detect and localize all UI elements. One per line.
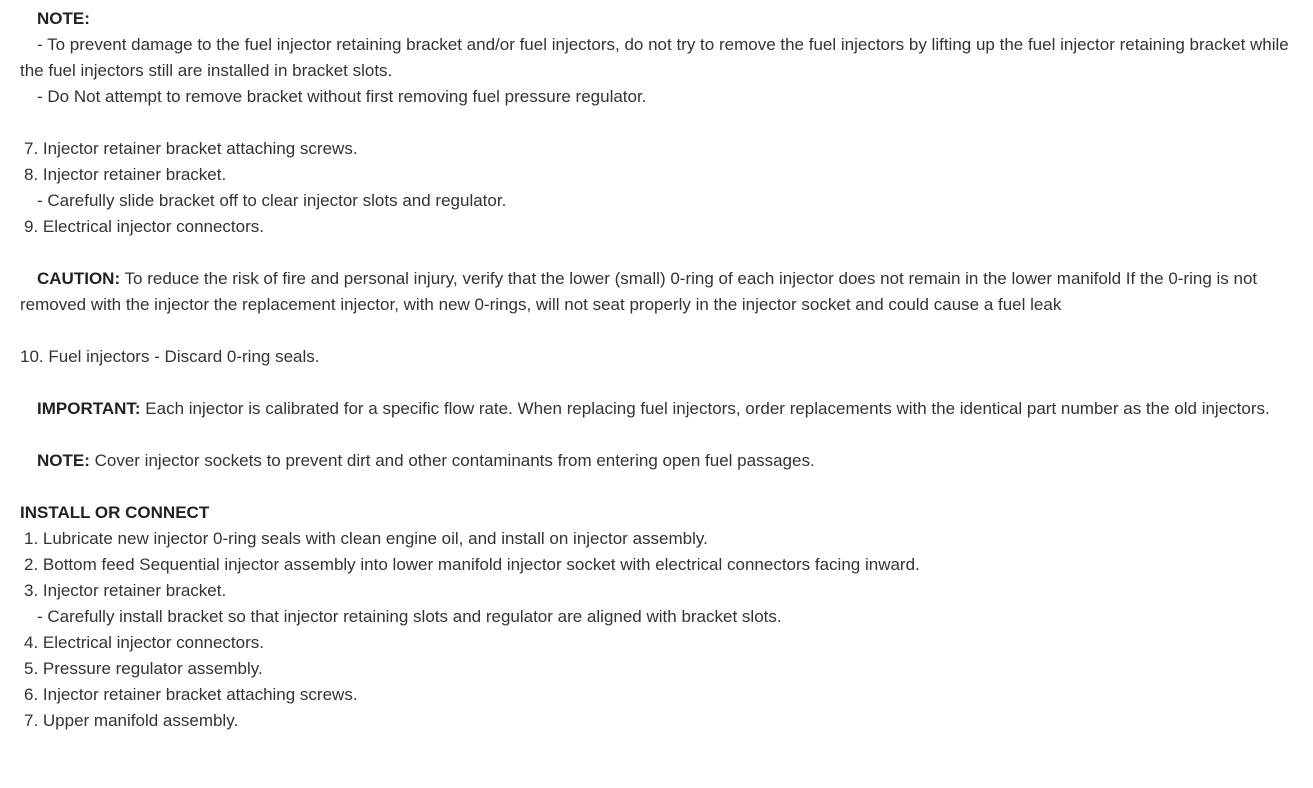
spacer — [20, 110, 1290, 136]
install-step: 1. Lubricate new injector 0-ring seals with clean engine oil, and install on injector assembly. — [24, 529, 708, 548]
important-text: Each injector is calibrated for a specific flow rate. When replacing fuel injectors, order replacements with the identical part number as the old injectors. — [140, 399, 1270, 418]
install-step: 5. Pressure regulator assembly. — [24, 659, 263, 678]
note2-label: NOTE: — [37, 451, 90, 470]
spacer — [20, 474, 1290, 500]
note-label: NOTE: — [37, 9, 90, 28]
spacer — [20, 240, 1290, 266]
important-paragraph — [20, 396, 1290, 422]
note2-paragraph — [20, 448, 1290, 474]
install-step: 4. Electrical injector connectors. — [24, 633, 264, 652]
caution-text: To reduce the risk of fire and personal injury, verify that the lower (small) 0-ring of each injector does not remain in the lower manifold If the 0-ring is not removed with the injector the replacement injector, with new 0-rings, will not seat properly in the injector socket and could cause a fuel leak — [20, 269, 1258, 314]
step-subitem: - Carefully slide bracket off to clear injector slots and regulator. — [37, 191, 507, 210]
spacer — [20, 318, 1290, 344]
caution-paragraph — [20, 266, 1290, 318]
install-step: 7. Upper manifold assembly. — [24, 711, 239, 730]
note2-text: Cover injector sockets to prevent dirt and other contaminants from entering open fuel passages. — [89, 451, 815, 470]
step-item: 7. Injector retainer bracket attaching screws. — [24, 139, 358, 158]
step-item: 8. Injector retainer bracket. — [24, 165, 227, 184]
step-item: 9. Electrical injector connectors. — [24, 217, 264, 236]
caution-label: CAUTION: — [37, 269, 121, 288]
note-item: - To prevent damage to the fuel injector retaining bracket and/or fuel injectors, do not try to remove the fuel injectors by lifting up the fuel injector retaining bracket while the fuel injectors still are installed in bracket slots. — [20, 35, 1289, 80]
spacer — [20, 422, 1290, 448]
install-subitem: - Carefully install bracket so that injector retaining slots and regulator are aligned with bracket slots. — [37, 607, 782, 626]
install-step: 2. Bottom feed Sequential injector assembly into lower manifold injector socket with electrical connectors facing inward. — [24, 555, 920, 574]
note-item: - Do Not attempt to remove bracket without first removing fuel pressure regulator. — [37, 87, 647, 106]
spacer — [20, 370, 1290, 396]
install-step: 3. Injector retainer bracket. — [24, 581, 227, 600]
step-item: 10. Fuel injectors - Discard 0-ring seals. — [20, 347, 320, 366]
install-step: 6. Injector retainer bracket attaching screws. — [24, 685, 358, 704]
install-heading: INSTALL OR CONNECT — [20, 503, 210, 522]
document-body — [20, 6, 1290, 734]
important-label: IMPORTANT: — [37, 399, 141, 418]
